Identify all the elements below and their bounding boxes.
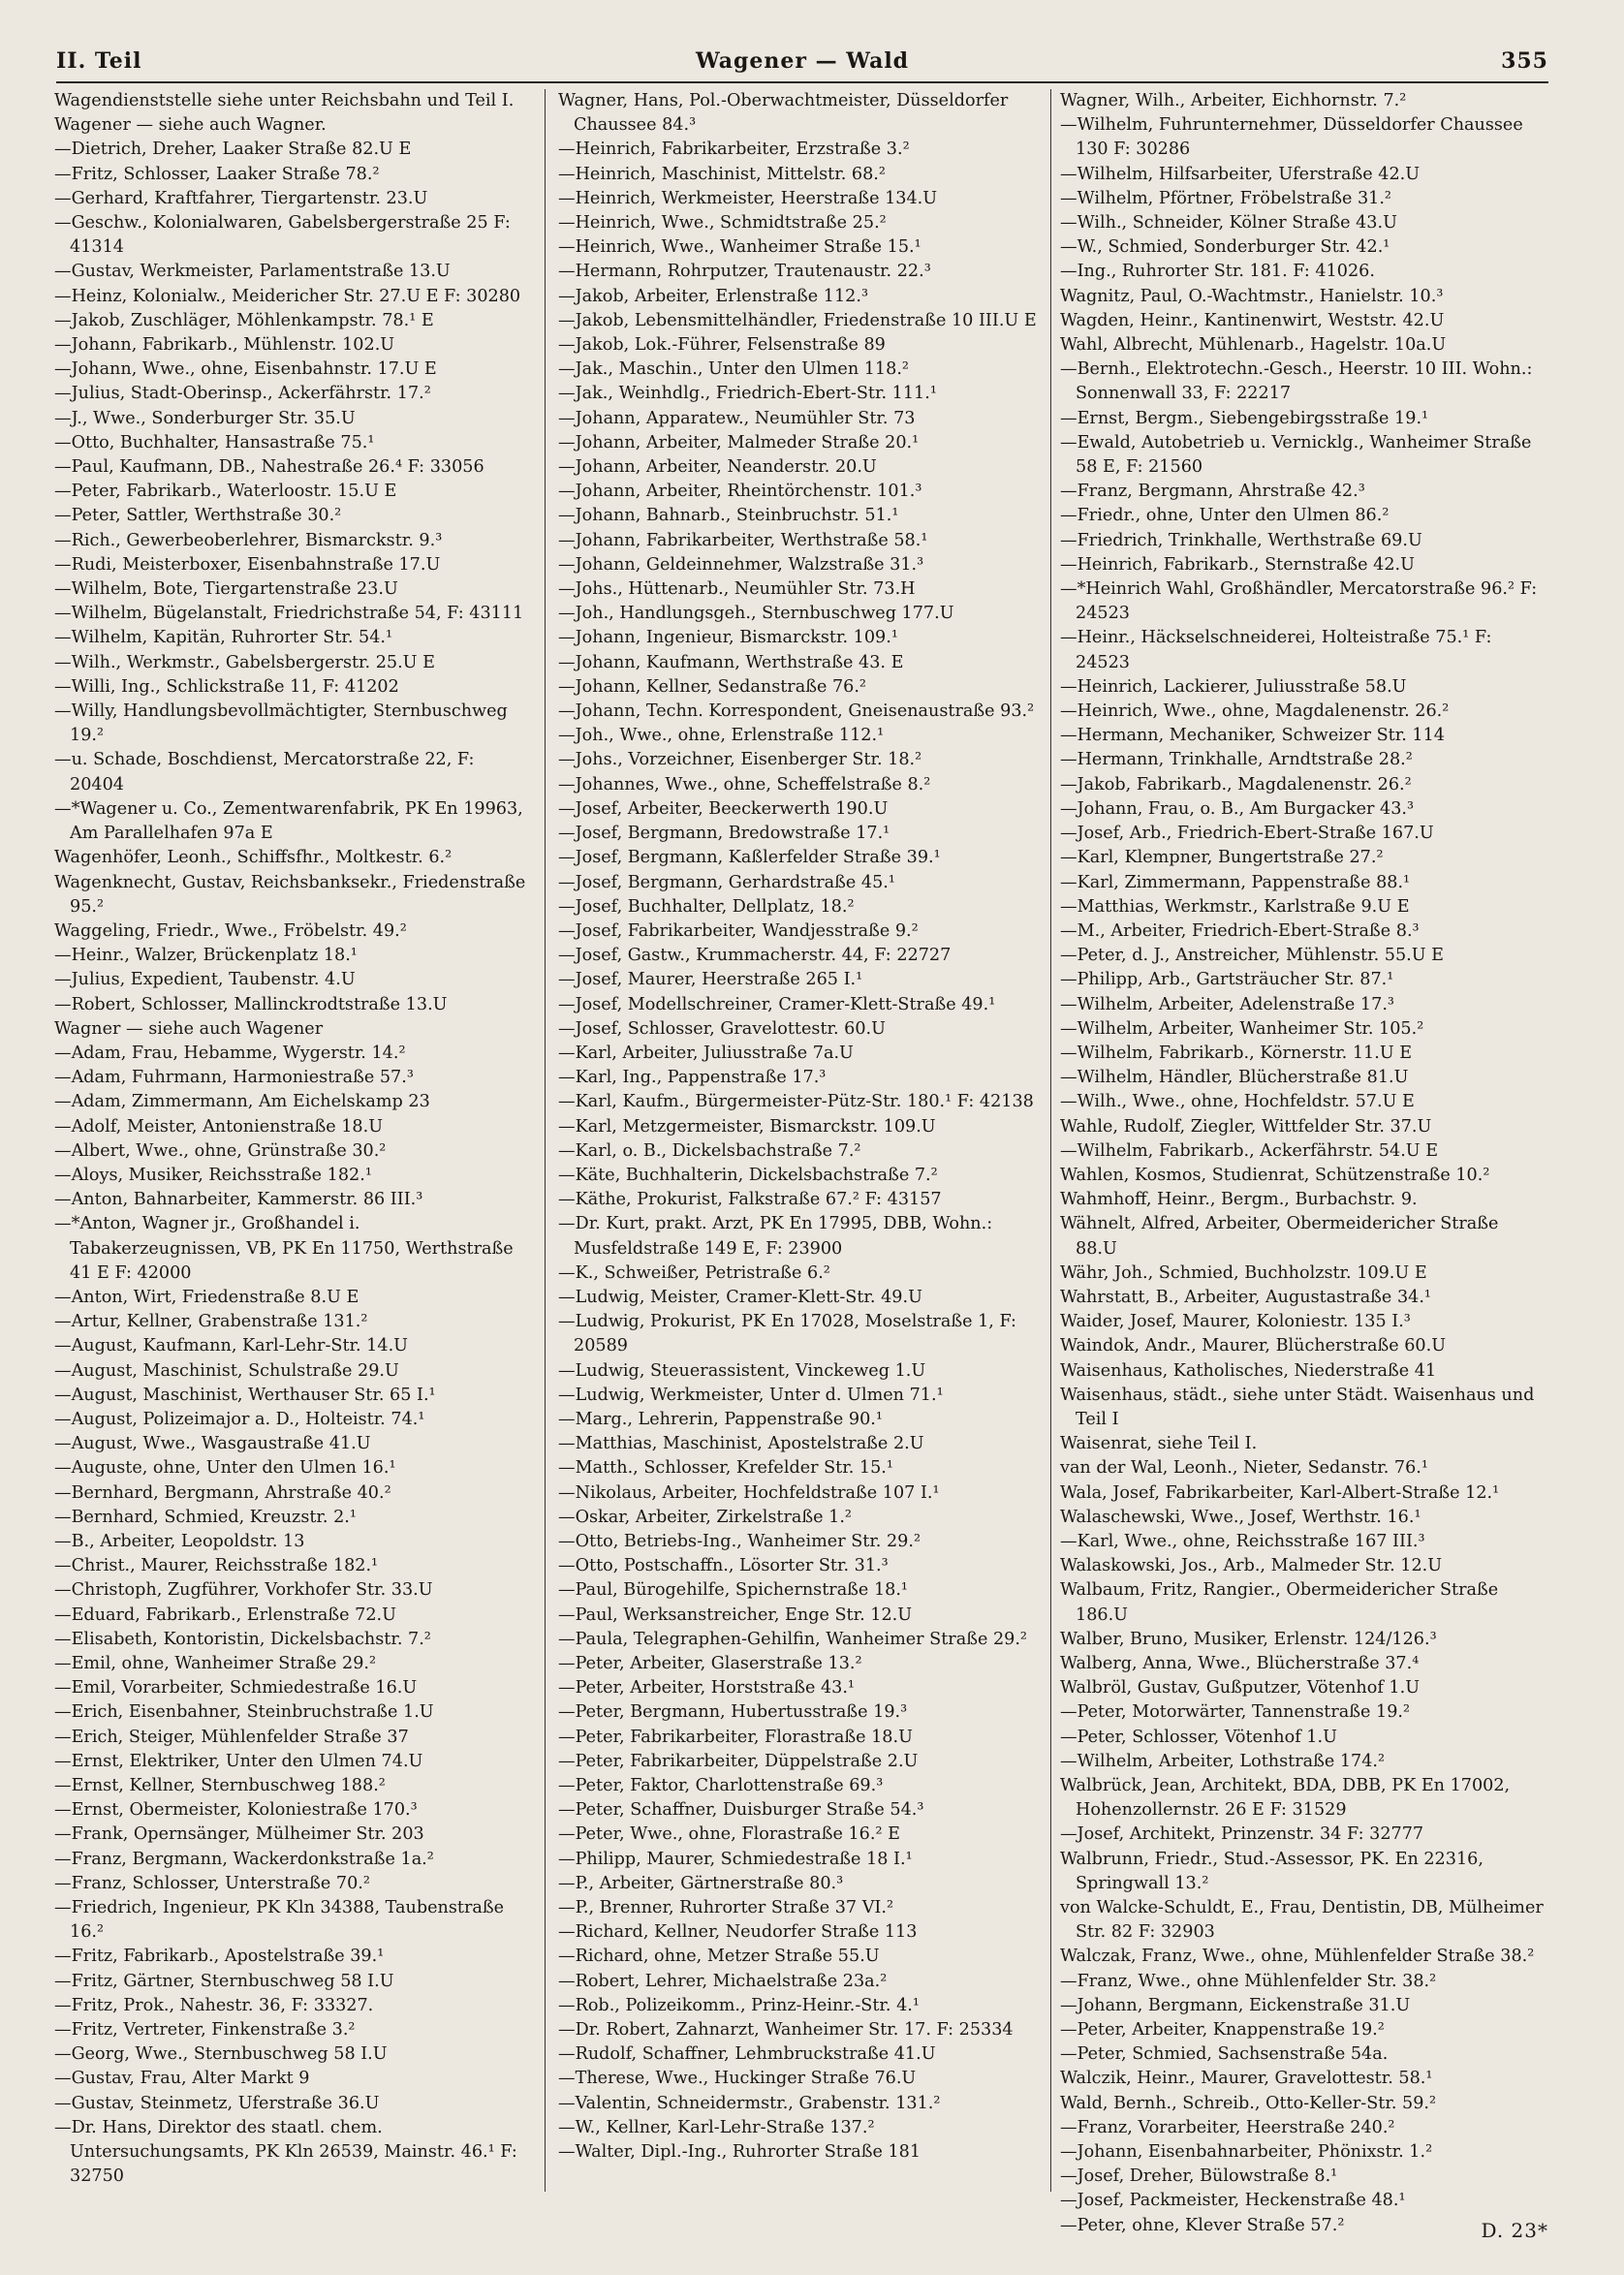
directory-entry: —P., Arbeiter, Gärtnerstraße 80.³ <box>558 1873 844 1893</box>
directory-entry: —Otto, Buchhalter, Hansastraße 75.¹ <box>54 432 375 452</box>
directory-entry: Wagenknecht, Gustav, Reichsbanksekr., Friedenstraße 95.² <box>54 872 526 917</box>
directory-entry: —Rudolf, Schaffner, Lehmbruckstraße 41.U <box>558 2044 936 2065</box>
directory-entry: —Richard, Kellner, Neudorfer Straße 113 <box>558 1922 918 1943</box>
directory-entry: —Fritz, Vertreter, Finkenstraße 3.² <box>54 2020 356 2041</box>
directory-entry: —Bernhard, Schmied, Kreuzstr. 2.¹ <box>54 1507 357 1527</box>
directory-entry: —Bernhard, Bergmann, Ahrstraße 40.² <box>54 1482 391 1503</box>
directory-entry: —M., Arbeiter, Friedrich-Ebert-Straße 8.³ <box>1060 920 1420 941</box>
directory-entry: —Dr. Robert, Zahnarzt, Wanheimer Str. 17. F: 25334 <box>558 2020 1014 2041</box>
directory-entry: —Heinrich, Wwe., Schmidtstraße 25.² <box>558 213 887 234</box>
directory-entry: —Peter, Sattler, Werthstraße 30.² <box>54 506 342 526</box>
directory-entry: —Matth., Schlosser, Krefelder Str. 15.¹ <box>558 1458 893 1479</box>
directory-entry: —Bernh., Elektrotechn.-Gesch., Heerstr. 10 III. Wohn.: Sonnenwall 33, F: 22217 <box>1060 359 1533 404</box>
directory-entry: —Paul, Kaufmann, DB., Nahestraße 26.⁴ F: 33056 <box>54 457 484 478</box>
directory-entry: —Marg., Lehrerin, Pappenstraße 90.¹ <box>558 1409 883 1429</box>
name-range: Wagener — Wald <box>695 48 910 74</box>
part-label: II. Teil <box>56 48 142 74</box>
directory-entry: —Wilh., Werkmstr., Gabelsbergerstr. 25.U E <box>54 652 435 672</box>
directory-entry: Waisenhaus, städt., siehe unter Städt. Waisenhaus und Teil I <box>1060 1385 1535 1429</box>
directory-entry: —Adolf, Meister, Antonienstraße 18.U <box>54 1116 384 1137</box>
directory-entry: —Peter, Schaffner, Duisburger Straße 54.³ <box>558 1800 924 1821</box>
directory-entry: —Paula, Telegraphen-Gehilfin, Wanheimer Straße 29.² <box>558 1629 1027 1649</box>
directory-entry: Wagner, Hans, Pol.-Oberwachtmeister, Düsseldorfer Chaussee 84.³ <box>558 91 1009 136</box>
directory-entry: —Jakob, Lok.-Führer, Felsenstraße 89 <box>558 335 886 356</box>
directory-entry: —*Anton, Wagner jr., Großhandel i. Tabakerzeugnissen, VB, PK En 11750, Werthstraße 41 E F: 42000 <box>54 1214 514 1283</box>
directory-entry: —Dr. Kurt, prakt. Arzt, PK En 17995, DBB, Wohn.: Musfeldstraße 149 E, F: 23900 <box>558 1214 993 1259</box>
directory-entry: —Johann, Fabrikarb., Mühlenstr. 102.U <box>54 335 395 356</box>
directory-entry: —Heinrich, Fabrikarbeiter, Erzstraße 3.² <box>558 140 910 160</box>
directory-entry: —Wilhelm, Fabrikarb., Ackerfährstr. 54.U E <box>1060 1140 1439 1161</box>
directory-entry: —W., Schmied, Sonderburger Str. 42.¹ <box>1060 237 1390 258</box>
directory-entry: —Heinrich, Fabrikarb., Sternstraße 42.U <box>1060 554 1415 575</box>
directory-entry: —Peter, Fabrikarb., Waterloostr. 15.U E <box>54 482 397 502</box>
directory-entry: —Otto, Betriebs-Ing., Wanheimer Str. 29.² <box>558 1531 921 1551</box>
directory-entry: —Johann, Kellner, Sedanstraße 76.² <box>558 676 866 697</box>
directory-entry: —P., Brenner, Ruhrorter Straße 37 VI.² <box>558 1898 893 1918</box>
directory-entry: —Peter, Schlosser, Vötenhof 1.U <box>1060 1727 1337 1747</box>
directory-entry: Walbröl, Gustav, Gußputzer, Vötenhof 1.U <box>1060 1678 1421 1698</box>
directory-entry: —Ewald, Autobetrieb u. Vernicklg., Wanheimer Straße 58 E, F: 21560 <box>1060 432 1532 478</box>
directory-entry: —Gustav, Frau, Alter Markt 9 <box>54 2069 310 2089</box>
directory-entry: —Wilhelm, Arbeiter, Lothstraße 174.² <box>1060 1751 1386 1771</box>
directory-entry: Waisenhaus, Katholisches, Niederstraße 41 <box>1060 1360 1437 1381</box>
printer-signature: D. 23* <box>1481 2219 1548 2242</box>
directory-entry: —Peter, Arbeiter, Knappenstraße 19.² <box>1060 2020 1385 2041</box>
directory-entry: —*Wagener u. Co., Zementwarenfabrik, PK En 19963, Am Parallelhafen 97a E <box>54 798 523 844</box>
directory-entry: —Peter, Arbeiter, Glaserstraße 13.² <box>558 1654 862 1673</box>
directory-entry: —Josef, Dreher, Bülowstraße 8.¹ <box>1060 2166 1338 2187</box>
directory-entry: —Anton, Wirt, Friedenstraße 8.U E <box>54 1287 359 1307</box>
directory-entry: —Käthe, Prokurist, Falkstraße 67.² F: 43157 <box>558 1190 942 1210</box>
directory-entry: —Johann, Arbeiter, Neanderstr. 20.U <box>558 457 877 478</box>
directory-entry: —Rich., Gewerbeoberlehrer, Bismarckstr. 9.³ <box>54 530 443 550</box>
directory-entry: —Jakob, Lebensmittelhändler, Friedenstraße 10 III.U E <box>558 310 1037 330</box>
directory-entry: —Anton, Bahnarbeiter, Kammerstr. 86 III.³ <box>54 1190 423 1210</box>
directory-entry: —Peter, Schmied, Sachsenstraße 54a. <box>1060 2044 1389 2065</box>
directory-entry: —Heinrich, Maschinist, Mittelstr. 68.² <box>558 164 886 184</box>
directory-entry: —Peter, Bergmann, Hubertusstraße 19.³ <box>558 1702 908 1723</box>
directory-entry: —Richard, ohne, Metzer Straße 55.U <box>558 1947 880 1967</box>
directory-entry: —Oskar, Arbeiter, Zirkelstraße 1.² <box>558 1507 852 1527</box>
directory-entry: Waider, Josef, Maurer, Koloniestr. 135 I.³ <box>1060 1312 1411 1332</box>
directory-entry: —Wilhelm, Arbeiter, Adelenstraße 17.³ <box>1060 994 1394 1014</box>
directory-entry: —Wilhelm, Fabrikarb., Körnerstr. 11.U E <box>1060 1043 1413 1063</box>
column-2 <box>558 89 1043 2182</box>
directory-entry: Walczik, Heinr., Maurer, Gravelottestr. 58.¹ <box>1060 2069 1433 2089</box>
directory-entry: Wahlen, Kosmos, Studienrat, Schützenstraße 10.² <box>1060 1165 1490 1185</box>
directory-entry: —Ernst, Bergm., Siebengebirgsstraße 19.¹ <box>1060 408 1429 428</box>
directory-entry: —Heinr., Walzer, Brückenplatz 18.¹ <box>54 946 358 966</box>
directory-entry: —Otto, Postschaffn., Lösorter Str. 31.³ <box>558 1556 889 1576</box>
directory-entry: —Heinrich, Wwe., ohne, Magdalenenstr. 26.² <box>1060 701 1450 722</box>
directory-entry: —Josef, Bergmann, Gerhardstraße 45.¹ <box>558 872 895 892</box>
directory-entry: van der Wal, Leonh., Nieter, Sedanstr. 76.¹ <box>1060 1458 1428 1479</box>
directory-entry: —Ludwig, Steuerassistent, Vinckeweg 1.U <box>558 1360 926 1381</box>
directory-entry: Waisenrat, siehe Teil I. <box>1060 1434 1258 1454</box>
directory-entry: —Johs., Hüttenarb., Neumühler Str. 73.H <box>558 579 916 600</box>
directory-entry: —Johann, Techn. Korrespondent, Gneisenaustraße 93.² <box>558 701 1035 722</box>
directory-entry: —Ernst, Obermeister, Koloniestraße 170.³ <box>54 1800 418 1821</box>
directory-entry: Walbrück, Jean, Architekt, BDA, DBB, PK En 17002, Hohenzollernstr. 26 E F: 31529 <box>1060 1776 1511 1821</box>
directory-entry: —Dr. Hans, Direktor des staatl. chem. Untersuchungsamts, PK Kln 26539, Mainstr. 46.¹ F: 32750 <box>54 2117 517 2187</box>
directory-entry: —Josef, Bergmann, Bredowstraße 17.¹ <box>558 824 890 844</box>
directory-entry: —Aloys, Musiker, Reichsstraße 182.¹ <box>54 1165 372 1185</box>
directory-entry: —Hermann, Mechaniker, Schweizer Str. 114 <box>1060 726 1445 746</box>
directory-entry: —Fritz, Prok., Nahestr. 36, F: 33327. <box>54 1995 374 2015</box>
directory-entry: von Walcke-Schuldt, E., Frau, Dentistin, DB, Mülheimer Str. 82 F: 32903 <box>1060 1898 1544 1943</box>
directory-entry: —Fritz, Schlosser, Laaker Straße 78.² <box>54 164 380 184</box>
directory-entry: Walberg, Anna, Wwe., Blücherstraße 37.⁴ <box>1060 1654 1420 1673</box>
directory-entry: —Rob., Polizeikomm., Prinz-Heinr.-Str. 4.¹ <box>558 1995 920 2015</box>
directory-entry: —u. Schade, Boschdienst, Mercatorstraße 22, F: 20404 <box>54 750 475 795</box>
directory-entry: Wagner, Wilh., Arbeiter, Eichhornstr. 7.² <box>1060 91 1407 110</box>
directory-entry: —Paul, Bürogehilfe, Spichernstraße 18.¹ <box>558 1580 908 1601</box>
directory-entry: —Josef, Fabrikarbeiter, Wandjesstraße 9.² <box>558 920 919 941</box>
directory-entry: Walbrunn, Friedr., Stud.-Assessor, PK. En 22316, Springwall 13.² <box>1060 1849 1483 1893</box>
directory-entry: Waggeling, Friedr., Wwe., Fröbelstr. 49.² <box>54 920 407 941</box>
directory-entry: —August, Wwe., Wasgaustraße 41.U <box>54 1434 371 1454</box>
directory-entry: —Wilhelm, Fuhrunternehmer, Düsseldorfer Chaussee 130 F: 30286 <box>1060 115 1523 160</box>
directory-entry: —Johann, Arbeiter, Malmeder Straße 20.¹ <box>558 432 920 452</box>
directory-entry: —Jakob, Fabrikarb., Magdalenenstr. 26.² <box>1060 774 1412 795</box>
directory-entry: —Paul, Werksanstreicher, Enge Str. 12.U <box>558 1605 913 1625</box>
directory-entry: Wala, Josef, Fabrikarbeiter, Karl-Albert-Straße 12.¹ <box>1060 1482 1500 1503</box>
directory-entry: Wahle, Rudolf, Ziegler, Wittfelder Str. 37.U <box>1060 1116 1432 1137</box>
directory-entry: —Franz, Schlosser, Unterstraße 70.² <box>54 1873 370 1893</box>
directory-entry: —Emil, Vorarbeiter, Schmiedestraße 16.U <box>54 1678 418 1698</box>
directory-entry: —Erich, Steiger, Mühlenfelder Straße 37 <box>54 1727 409 1747</box>
directory-entry: —Ludwig, Werkmeister, Unter d. Ulmen 71.¹ <box>558 1385 944 1405</box>
directory-entry: —Johann, Apparatew., Neumühler Str. 73 <box>558 408 916 428</box>
directory-entry: —Heinrich, Wwe., Wanheimer Straße 15.¹ <box>558 237 921 258</box>
directory-entry: —Julius, Stadt-Oberinsp., Ackerfährstr. 17.² <box>54 384 431 404</box>
directory-entry: Wagden, Heinr., Kantinenwirt, Weststr. 42.U <box>1060 310 1445 330</box>
directory-entry: —Hermann, Rohrputzer, Trautenaustr. 22.³ <box>558 262 931 282</box>
directory-entry: Walber, Bruno, Musiker, Erlenstr. 124/126.³ <box>1060 1629 1437 1649</box>
column-divider <box>1050 89 1051 2192</box>
directory-entry: —Franz, Wwe., ohne Mühlenfelder Str. 38.² <box>1060 1971 1437 1991</box>
directory-entry: —Karl, Kaufm., Bürgermeister-Pütz-Str. 180.¹ F: 42138 <box>558 1092 1034 1112</box>
directory-entry: —Wilh., Schneider, Kölner Straße 43.U <box>1060 213 1397 234</box>
directory-entry: —*Heinrich Wahl, Großhändler, Mercatorstraße 96.² F: 24523 <box>1060 579 1538 624</box>
directory-entry: —Peter, ohne, Klever Straße 57.² <box>1060 2215 1345 2235</box>
directory-entry: Wahmhoff, Heinr., Bergm., Burbachstr. 9. <box>1060 1190 1418 1210</box>
directory-entry: —Gerhard, Kraftfahrer, Tiergartenstr. 23.U <box>54 188 428 208</box>
directory-entry: —Wilh., Wwe., ohne, Hochfeldstr. 57.U E <box>1060 1092 1415 1112</box>
directory-entry: —Georg, Wwe., Sternbuschweg 58 I.U <box>54 2044 388 2065</box>
directory-entry: —Karl, Metzgermeister, Bismarckstr. 109.U <box>558 1116 936 1137</box>
directory-entry: —Jakob, Zuschläger, Möhlenkampstr. 78.¹ E <box>54 310 434 330</box>
directory-entry: —Karl, Ing., Pappenstraße 17.³ <box>558 1068 827 1088</box>
directory-entry: —Friedrich, Trinkhalle, Werthstraße 69.U <box>1060 530 1422 550</box>
directory-entry: Wähnelt, Alfred, Arbeiter, Obermeidericher Straße 88.U <box>1060 1214 1499 1259</box>
directory-entry: —Jakob, Arbeiter, Erlenstraße 112.³ <box>558 286 869 306</box>
directory-entry: Wagendienststelle siehe unter Reichsbahn und Teil I. <box>54 91 515 110</box>
directory-entry: —Johann, Fabrikarbeiter, Werthstraße 58.¹ <box>558 530 928 550</box>
directory-entry: —Fritz, Fabrikarb., Apostelstraße 39.¹ <box>54 1947 385 1967</box>
directory-entry: —Josef, Schlosser, Gravelottestr. 60.U <box>558 1018 886 1039</box>
directory-entry: —August, Maschinist, Schulstraße 29.U <box>54 1360 399 1381</box>
directory-entry: —Eduard, Fabrikarb., Erlenstraße 72.U <box>54 1605 396 1625</box>
directory-entry: —Heinrich, Lackierer, Juliusstraße 58.U <box>1060 676 1407 697</box>
directory-entry: Walbaum, Fritz, Rangier., Obermeidericher Straße 186.U <box>1060 1580 1499 1625</box>
directory-entry: —Adam, Fuhrmann, Harmoniestraße 57.³ <box>54 1068 414 1088</box>
column-1 <box>54 89 531 2187</box>
directory-entry: —Adam, Zimmermann, Am Eichelskamp 23 <box>54 1092 430 1112</box>
directory-entry: —Ernst, Elektriker, Unter den Ulmen 74.U <box>54 1751 423 1771</box>
directory-entry: —Peter, Arbeiter, Horststraße 43.¹ <box>558 1678 855 1698</box>
directory-entry: —Wilhelm, Bote, Tiergartenstraße 23.U <box>54 579 398 600</box>
page-number: 355 <box>1501 48 1548 74</box>
directory-entry: —Johann, Eisenbahnarbeiter, Phönixstr. 1.² <box>1060 2142 1433 2163</box>
directory-entry: —Friedr., ohne, Unter den Ulmen 86.² <box>1060 506 1390 526</box>
directory-entry: —Ernst, Kellner, Sternbuschweg 188.² <box>54 1776 386 1796</box>
directory-entry: —Albert, Wwe., ohne, Grünstraße 30.² <box>54 1140 387 1161</box>
directory-entry: —Fritz, Gärtner, Sternbuschweg 58 I.U <box>54 1971 394 1991</box>
directory-entry: —Franz, Vorarbeiter, Heerstraße 240.² <box>1060 2117 1395 2137</box>
directory-entry: —Joh., Wwe., ohne, Erlenstraße 112.¹ <box>558 726 885 746</box>
directory-entry: —Karl, Wwe., ohne, Reichsstraße 167 III.³ <box>1060 1531 1425 1551</box>
directory-entry: —Johannes, Wwe., ohne, Scheffelstraße 8.² <box>558 774 931 795</box>
directory-entry: —Therese, Wwe., Huckinger Straße 76.U <box>558 2069 917 2089</box>
directory-entry: —Käte, Buchhalterin, Dickelsbachstraße 7.² <box>558 1165 938 1185</box>
directory-entry: —Emil, ohne, Wanheimer Straße 29.² <box>54 1654 377 1673</box>
directory-entry: —Auguste, ohne, Unter den Ulmen 16.¹ <box>54 1458 396 1479</box>
directory-entry: —B., Arbeiter, Leopoldstr. 13 <box>54 1531 305 1551</box>
directory-entry: —Josef, Packmeister, Heckenstraße 48.¹ <box>1060 2191 1406 2211</box>
directory-entry: —Josef, Arbeiter, Beeckerwerth 190.U <box>558 798 889 819</box>
directory-entry: Wagner — siehe auch Wagener <box>54 1018 324 1039</box>
directory-entry: —Johann, Kaufmann, Werthstraße 43. E <box>558 652 904 672</box>
directory-entry: —Erich, Eisenbahner, Steinbruchstraße 1.U <box>54 1702 434 1723</box>
directory-entry: —Gustav, Werkmeister, Parlamentstraße 13.U <box>54 262 451 282</box>
directory-entry: —Johann, Arbeiter, Rheintörchenstr. 101.³ <box>558 482 922 502</box>
directory-entry: —Christ., Maurer, Reichsstraße 182.¹ <box>54 1556 379 1576</box>
directory-entry: —Johann, Bergmann, Eickenstraße 31.U <box>1060 1995 1411 2015</box>
directory-entry: —Ludwig, Prokurist, PK En 17028, Moselstraße 1, F: 20589 <box>558 1312 1016 1356</box>
directory-entry: —August, Polizeimajor a. D., Holteistr. 74.¹ <box>54 1409 425 1429</box>
directory-entry: —Josef, Arb., Friedrich-Ebert-Straße 167.U <box>1060 824 1434 844</box>
directory-entry: —Matthias, Maschinist, Apostelstraße 2.U <box>558 1434 924 1454</box>
directory-entry: —Karl, Arbeiter, Juliusstraße 7a.U <box>558 1043 854 1063</box>
directory-entry: —Robert, Lehrer, Michaelstraße 23a.² <box>558 1971 888 1991</box>
directory-entry: —Johann, Ingenieur, Bismarckstr. 109.¹ <box>558 628 898 648</box>
directory-entry: —Johann, Bahnarb., Steinbruchstr. 51.¹ <box>558 506 899 526</box>
directory-entry: —Josef, Architekt, Prinzenstr. 34 F: 32777 <box>1060 1824 1424 1845</box>
directory-entry: —W., Kellner, Karl-Lehr-Straße 137.² <box>558 2117 875 2137</box>
directory-entry: —Rudi, Meisterboxer, Eisenbahnstraße 17.U <box>54 554 441 575</box>
directory-entry: —August, Kaufmann, Karl-Lehr-Str. 14.U <box>54 1336 408 1356</box>
directory-entry: —Adam, Frau, Hebamme, Wygerstr. 14.² <box>54 1043 406 1063</box>
directory-entry: Walaskowski, Jos., Arb., Malmeder Str. 12.U <box>1060 1556 1443 1576</box>
directory-entry: —Philipp, Arb., Gartsträucher Str. 87.¹ <box>1060 970 1394 990</box>
directory-entry: —Karl, o. B., Dickelsbachstraße 7.² <box>558 1140 861 1161</box>
directory-entry: —Johann, Frau, o. B., Am Burgacker 43.³ <box>1060 798 1415 819</box>
directory-entry: —Heinrich, Werkmeister, Heerstraße 134.U <box>558 188 938 208</box>
directory-entry: Waindok, Andr., Maurer, Blücherstraße 60.U <box>1060 1336 1447 1356</box>
directory-entry: —Matthias, Werkmstr., Karlstraße 9.U E <box>1060 896 1410 917</box>
directory-entry: —Franz, Bergmann, Wackerdonkstraße 1a.² <box>54 1849 434 1869</box>
directory-entry: —Josef, Buchhalter, Dellplatz, 18.² <box>558 896 855 917</box>
directory-entry: —Franz, Bergmann, Ahrstraße 42.³ <box>1060 482 1365 502</box>
directory-entry: —Peter, d. J., Anstreicher, Mühlenstr. 55.U E <box>1060 946 1445 966</box>
directory-entry: —Dietrich, Dreher, Laaker Straße 82.U E <box>54 140 412 160</box>
directory-entry: —Peter, Wwe., ohne, Florastraße 16.² E <box>558 1824 900 1845</box>
directory-entry: —Artur, Kellner, Grabenstraße 131.² <box>54 1312 368 1332</box>
directory-entry: —Wilhelm, Arbeiter, Wanheimer Str. 105.² <box>1060 1018 1424 1039</box>
directory-entry: —Gustav, Steinmetz, Uferstraße 36.U <box>54 2093 380 2113</box>
directory-entry: —Wilhelm, Händler, Blücherstraße 81.U <box>1060 1068 1409 1088</box>
directory-entry: —Josef, Gastw., Krummacherstr. 44, F: 22727 <box>558 946 952 966</box>
directory-entry: —Josef, Bergmann, Kaßlerfelder Straße 39.¹ <box>558 848 941 868</box>
directory-entry: —Willy, Handlungsbevollmächtigter, Sternbuschweg 19.² <box>54 701 508 746</box>
directory-entry: —Peter, Faktor, Charlottenstraße 69.³ <box>558 1776 884 1796</box>
directory-entry: —Ing., Ruhrorter Str. 181. F: 41026. <box>1060 262 1375 282</box>
directory-entry: —Hermann, Trinkhalle, Arndtstraße 28.² <box>1060 750 1413 770</box>
directory-entry: —Jak., Weinhdlg., Friedrich-Ebert-Str. 111.¹ <box>558 384 937 404</box>
directory-entry: —Josef, Maurer, Heerstraße 265 I.¹ <box>558 970 863 990</box>
directory-entry: —Peter, Fabrikarbeiter, Florastraße 18.U <box>558 1727 913 1747</box>
directory-entry: —Joh., Handlungsgeh., Sternbuschweg 177.U <box>558 604 954 624</box>
directory-entry: —Peter, Fabrikarbeiter, Düppelstraße 2.U <box>558 1751 919 1771</box>
directory-entry: —K., Schweißer, Petristraße 6.² <box>558 1262 830 1283</box>
directory-entry: —Karl, Klempner, Bungertstraße 27.² <box>1060 848 1384 868</box>
directory-entry: Wagenhöfer, Leonh., Schiffsfhr., Moltkestr. 6.² <box>54 848 453 868</box>
directory-entry: Währ, Joh., Schmied, Buchholzstr. 109.U E <box>1060 1262 1427 1283</box>
directory-entry: —Nikolaus, Arbeiter, Hochfeldstraße 107 I.¹ <box>558 1482 940 1503</box>
directory-entry: —Johann, Geldeinnehmer, Walzstraße 31.³ <box>558 554 924 575</box>
directory-entry: —Robert, Schlosser, Mallinckrodtstraße 13.U <box>54 994 448 1014</box>
directory-entry: —Julius, Expedient, Taubenstr. 4.U <box>54 970 356 990</box>
directory-entry: —Johann, Wwe., ohne, Eisenbahnstr. 17.U E <box>54 359 437 380</box>
directory-entry: —Philipp, Maurer, Schmiedestraße 18 I.¹ <box>558 1849 913 1869</box>
directory-entry: Wagnitz, Paul, O.-Wachtmstr., Hanielstr. 10.³ <box>1060 286 1444 306</box>
directory-entry: Wald, Bernh., Schreib., Otto-Keller-Str. 59.² <box>1060 2093 1437 2113</box>
directory-entry: —Heinr., Häckselschneiderei, Holteistraße 75.¹ F: 24523 <box>1060 628 1492 672</box>
directory-entry: —Karl, Zimmermann, Pappenstraße 88.¹ <box>1060 872 1411 892</box>
directory-entry: —Wilhelm, Bügelanstalt, Friedrichstraße 54, F: 43111 <box>54 604 524 624</box>
directory-entry: —Wilhelm, Kapitän, Ruhrorter Str. 54.¹ <box>54 628 393 648</box>
directory-entry: Wahrstatt, B., Arbeiter, Augustastraße 34.¹ <box>1060 1287 1431 1307</box>
directory-entry: —Peter, Motorwärter, Tannenstraße 19.² <box>1060 1702 1411 1723</box>
directory-entry: —Willi, Ing., Schlickstraße 11, F: 41202 <box>54 676 399 697</box>
directory-entry: Walczak, Franz, Wwe., ohne, Mühlenfelder Straße 38.² <box>1060 1947 1535 1967</box>
directory-entry: —Josef, Modellschreiner, Cramer-Klett-Straße 49.¹ <box>558 994 996 1014</box>
directory-entry: —Frank, Opernsänger, Mülheimer Str. 203 <box>54 1824 424 1845</box>
directory-entry: —August, Maschinist, Werthauser Str. 65 I.¹ <box>54 1385 436 1405</box>
directory-entry: —Walter, Dipl.-Ing., Ruhrorter Straße 181 <box>558 2142 921 2163</box>
page-header <box>56 48 1548 83</box>
directory-entry: —Geschw., Kolonialwaren, Gabelsbergerstraße 25 F: 41314 <box>54 213 511 258</box>
directory-entry: —Christoph, Zugführer, Vorkhofer Str. 33.U <box>54 1580 433 1601</box>
directory-entry: —J., Wwe., Sonderburger Str. 35.U <box>54 408 356 428</box>
directory-entry: Walaschewski, Wwe., Josef, Werthstr. 16.¹ <box>1060 1507 1421 1527</box>
directory-entry: —Johs., Vorzeichner, Eisenberger Str. 18.² <box>558 750 922 770</box>
directory-entry: Wahl, Albrecht, Mühlenarb., Hagelstr. 10a.U <box>1060 335 1447 356</box>
directory-entry: —Wilhelm, Pförtner, Fröbelstraße 31.² <box>1060 188 1391 208</box>
directory-entry: —Heinz, Kolonialw., Meidericher Str. 27.U E F: 30280 <box>54 286 521 306</box>
directory-entry: —Valentin, Schneidermstr., Grabenstr. 131.² <box>558 2093 941 2113</box>
directory-entry: Wagener — siehe auch Wagner. <box>54 115 327 136</box>
directory-entry: —Friedrich, Ingenieur, PK Kln 34388, Taubenstraße 16.² <box>54 1898 505 1943</box>
directory-entry: —Ludwig, Meister, Cramer-Klett-Str. 49.U <box>558 1287 922 1307</box>
column-divider <box>545 89 546 2192</box>
directory-entry: —Wilhelm, Hilfsarbeiter, Uferstraße 42.U <box>1060 164 1421 184</box>
directory-entry: —Elisabeth, Kontoristin, Dickelsbachstr. 7.² <box>54 1629 431 1649</box>
directory-entry: —Jak., Maschin., Unter den Ulmen 118.² <box>558 359 909 380</box>
